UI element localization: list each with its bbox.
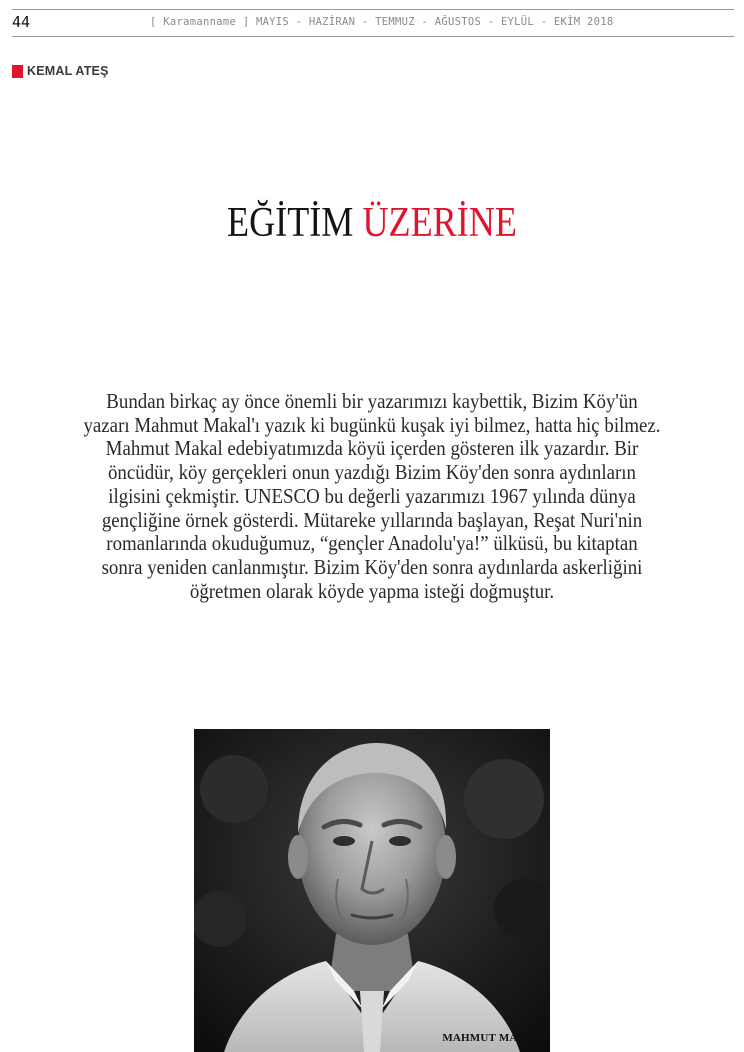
running-header xyxy=(12,9,734,37)
title-word-1: EĞİTİM xyxy=(227,200,354,246)
body-line: öğretmen olarak köyde yapma isteği doğmuştur. xyxy=(189,578,555,603)
photo-caption: MAHMUT MAKAL xyxy=(442,1032,542,1044)
body-line: yazarı Mahmut Makal'ı yazık ki bugünkü kuşak iyi bilmez, hatta hiç bilmez. xyxy=(83,412,661,437)
body-line: öncüdür, köy gerçekleri onun yazdığı Bizim Köy'den sonra aydınların xyxy=(107,460,637,485)
running-title: [ Karamanname ] MAYIS - HAZİRAN - TEMMUZ - AĞUSTOS - EYLÜL - EKİM 2018 xyxy=(150,16,614,28)
author-tag xyxy=(12,64,109,78)
portrait-illustration xyxy=(194,729,550,1052)
article-title xyxy=(52,198,692,248)
body-line: romanlarında okuduğumuz, “gençler Anadolu'ya!” ülküsü, bu kitaptan xyxy=(106,531,638,556)
title-word-2: ÜZERİNE xyxy=(362,200,517,246)
body-line: gençliğine örnek gösterdi. Mütareke yıllarında başlayan, Reşat Nuri'nin xyxy=(101,507,643,532)
body-line: sonra yeniden canlanmıştır. Bizim Köy'den sonra aydınlarda askerliğini xyxy=(101,554,643,579)
body-line: ilgisini çekmiştir. UNESCO bu değerli yazarımızı 1967 yılında dünya xyxy=(108,483,636,508)
body-line: Bundan birkaç ay önce önemli bir yazarımızı kaybettik, Bizim Köy'ün xyxy=(106,389,638,413)
article-body xyxy=(40,390,704,603)
red-square-marker xyxy=(12,65,23,78)
page-number: 44 xyxy=(12,13,31,31)
body-line: Mahmut Makal edebiyatımızda köyü içerden gösteren ilk yazardır. Bir xyxy=(105,436,639,461)
author-name: KEMAL ATEŞ xyxy=(27,64,109,78)
author-portrait-photo xyxy=(194,729,550,1052)
